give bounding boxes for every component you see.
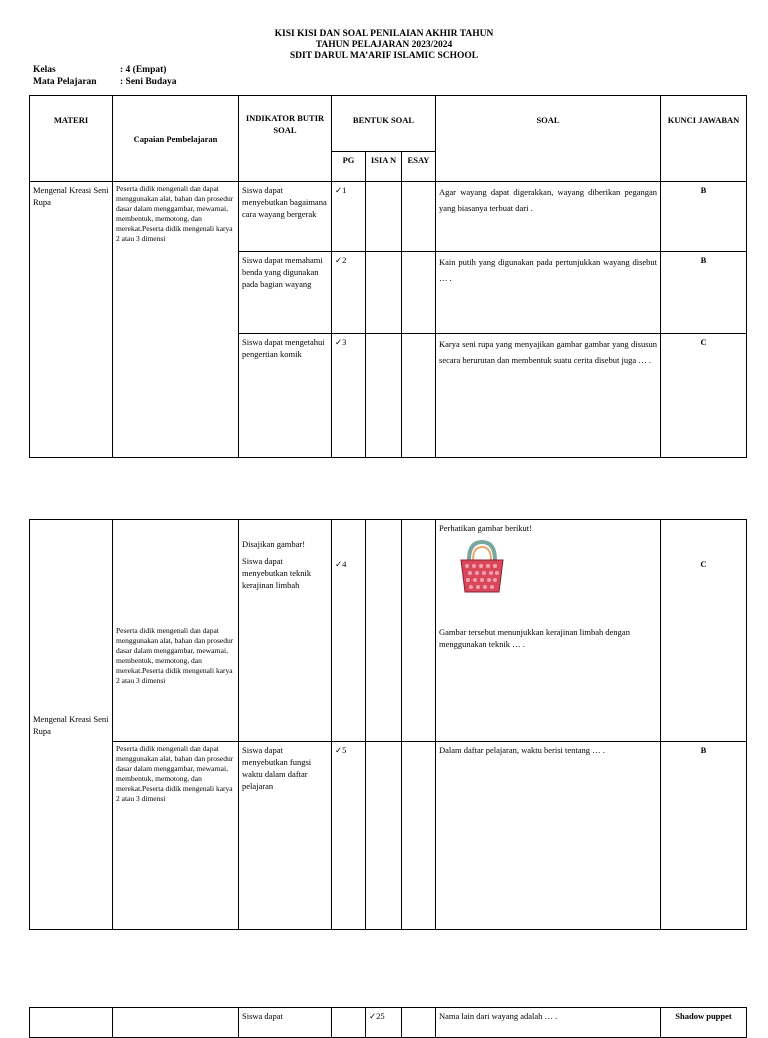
kunci-cell: Shadow puppet [661,1008,747,1038]
col-indikator: INDIKATOR BUTIR SOAL [239,96,332,182]
capaian-cell [113,1008,239,1038]
col-materi: MATERI [30,96,113,182]
title-line-3: SDIT DARUL MA’ARIF ISLAMIC SCHOOL [289,51,479,61]
indikator-cell: Siswa dapat memahami benda yang digunakan pada bagian wayang [239,252,332,334]
isian-cell [366,742,402,930]
col-kunci: KUNCI JAWABAN [661,96,747,182]
pg-cell: ✓2 [332,252,366,334]
kelas-value: : 4 (Empat) [120,65,167,75]
soal-cell: Agar wayang dapat digerakkan, wayang diberikan pegangan yang biasanya terbuat dari . [436,182,661,252]
soal-cell [436,520,661,742]
indikator-cell: Siswa dapat [239,1008,332,1038]
esay-cell [402,1008,436,1038]
kunci-cell: B [661,252,747,334]
pg-cell: ✓3 [332,334,366,458]
title-line-2: TAHUN PELAJARAN 2023/2024 [315,40,453,50]
kunci-cell: C [661,334,747,458]
soal-cell: Nama lain dari wayang adalah … . [436,1008,661,1038]
indikator-cell [239,520,332,742]
esay-cell [402,182,436,252]
isian-cell [366,520,402,742]
pg-cell [332,1008,366,1038]
table-row [30,182,747,252]
indikator-cell: Siswa dapat menyebutkan fungsi waktu dalam daftar pelajaran [239,742,332,930]
isian-cell [366,182,402,252]
handbag-icon [457,538,507,596]
grid-table-2 [29,519,747,930]
table-row [30,1008,747,1038]
grid-table-1 [29,95,747,458]
esay-cell [402,520,436,742]
kunci-cell: C [661,520,747,742]
capaian-cell: Peserta didik mengenali dan dapat menggunakan alat, bahan dan prosedur dasar dalam menggambar, mewarnai, membentuk, memotong, dan merekat.Peserta didik mengenali karya 2 atau 3 dimensi [113,742,239,930]
indikator-text: Siswa dapat menyebutkan teknik kerajinan limbah [242,556,312,590]
kunci-cell: B [661,182,747,252]
isian-cell [366,334,402,458]
pg-cell: ✓1 [332,182,366,252]
indikator-cell: Siswa dapat mengetahui pengertian komik [239,334,332,458]
materi-cell: Mengenal Kreasi Seni Rupa [30,182,113,458]
indikator-cell: Siswa dapat menyebutkan bagaimana cara wayang bergerak [239,182,332,252]
meta-values [120,64,177,88]
esay-cell [402,742,436,930]
soal-intro: Perhatikan gambar berikut! [439,523,532,533]
soal-cell: Karya seni rupa yang menyajikan gambar gambar yang disusun secara berurutan dan membentuk suatu cerita disebut juga … . [436,334,661,458]
doc-title [0,29,768,62]
indikator-note: Disajikan gambar! [242,539,306,549]
kelas-label: Kelas [33,65,56,75]
materi-cell: Mengenal Kreasi Seni Rupa [30,520,113,930]
isian-cell: ✓25 [366,1008,402,1038]
title-line-1: KISI KISI DAN SOAL PENILAIAN AKHIR TAHUN [274,29,494,39]
kunci-cell: B [661,742,747,930]
col-bentuk-soal: BENTUK SOAL [332,96,436,152]
meta-labels [33,64,97,88]
soal-cell: Kain putih yang digunakan pada pertunjukkan wayang disebut … . [436,252,661,334]
isian-cell [366,252,402,334]
esay-cell [402,334,436,458]
esay-cell [402,252,436,334]
materi-cell [30,1008,113,1038]
col-soal: SOAL [436,96,661,182]
col-pg: PG [332,152,366,182]
col-capaian: Capaian Pembelajaran [113,96,239,182]
grid-table-3 [29,1007,747,1038]
table-row [30,520,747,742]
soal-cell: Dalam daftar pelajaran, waktu berisi tentang … . [436,742,661,930]
col-esay: ESAY [402,152,436,182]
mapel-label: Mata Pelajaran [33,77,97,87]
pg-cell: ✓4 [332,520,366,742]
col-isian: ISIA N [366,152,402,182]
pg-cell: ✓5 [332,742,366,930]
soal-question: Gambar tersebut menunjukkan kerajinan limbah dengan menggunakan teknik … . [439,627,630,649]
table-row [30,742,747,930]
capaian-cell: Peserta didik mengenali dan dapat menggunakan alat, bahan dan prosedur dasar dalam menggambar, mewarnai, membentuk, memotong, dan merekat.Peserta didik mengenali karya 2 atau 3 dimensi [113,520,239,742]
mapel-value: : Seni Budaya [120,77,177,87]
capaian-cell: Peserta didik mengenali dan dapat menggunakan alat, bahan dan prosedur dasar dalam menggambar, mewarnai, membentuk, memotong, dan merekat.Peserta didik mengenali karya 2 atau 3 dimensi [113,182,239,458]
